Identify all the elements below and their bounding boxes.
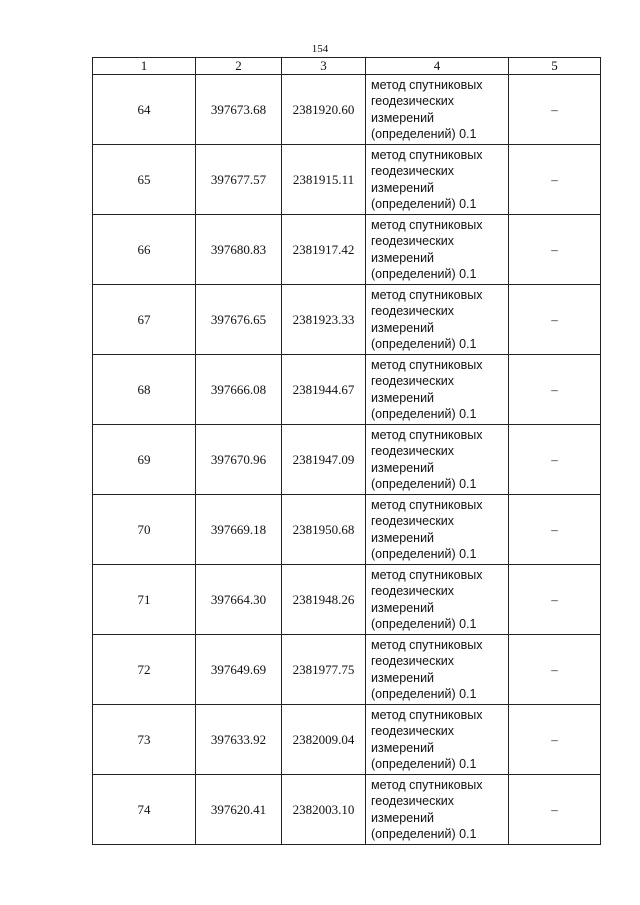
method-line: метод спутниковых bbox=[371, 77, 483, 92]
y-coordinate-cell: 2381915.11 bbox=[282, 145, 366, 215]
method-cell bbox=[366, 75, 509, 145]
method-line: метод спутниковых bbox=[371, 707, 483, 722]
method-line: геодезических bbox=[371, 724, 455, 738]
header-row bbox=[93, 58, 601, 75]
method-line: (определений) 0.1 bbox=[371, 757, 477, 771]
method-line: (определений) 0.1 bbox=[371, 337, 477, 351]
method-line: геодезических bbox=[371, 514, 455, 528]
coordinates-table bbox=[92, 57, 601, 845]
point-number-cell: 64 bbox=[93, 75, 196, 145]
point-number-cell: 65 bbox=[93, 145, 196, 215]
y-coordinate-cell: 2381950.68 bbox=[282, 495, 366, 565]
method-line: геодезических bbox=[371, 444, 455, 458]
point-number-cell: 70 bbox=[93, 495, 196, 565]
header-cell-5: 5 bbox=[509, 58, 601, 75]
header-cell-1: 1 bbox=[93, 58, 196, 75]
method-cell bbox=[366, 425, 509, 495]
table-row bbox=[93, 215, 601, 285]
note-cell: – bbox=[509, 565, 601, 635]
table-row bbox=[93, 75, 601, 145]
method-line: (определений) 0.1 bbox=[371, 547, 477, 561]
page-number: 154 bbox=[311, 43, 329, 55]
note-cell: – bbox=[509, 425, 601, 495]
method-line: измерений bbox=[371, 670, 435, 685]
method-line: метод спутниковых bbox=[371, 147, 483, 162]
table-row bbox=[93, 355, 601, 425]
point-number-cell: 73 bbox=[93, 705, 196, 775]
point-number-cell: 68 bbox=[93, 355, 196, 425]
method-cell bbox=[366, 145, 509, 215]
method-line: измерений bbox=[371, 530, 435, 545]
x-coordinate-cell: 397620.41 bbox=[196, 775, 282, 845]
method-line: геодезических bbox=[371, 654, 455, 668]
x-coordinate-cell: 397669.18 bbox=[196, 495, 282, 565]
table-row bbox=[93, 285, 601, 355]
note-cell: – bbox=[509, 215, 601, 285]
header-cell-3: 3 bbox=[282, 58, 366, 75]
method-line: геодезических bbox=[371, 374, 455, 388]
table-row bbox=[93, 425, 601, 495]
method-line: метод спутниковых bbox=[371, 497, 483, 512]
x-coordinate-cell: 397664.30 bbox=[196, 565, 282, 635]
method-line: метод спутниковых bbox=[371, 777, 483, 792]
method-line: метод спутниковых bbox=[371, 357, 483, 372]
table-row bbox=[93, 705, 601, 775]
method-cell bbox=[366, 775, 509, 845]
method-line: метод спутниковых bbox=[371, 567, 483, 582]
table-row bbox=[93, 635, 601, 705]
method-line: геодезических bbox=[371, 164, 455, 178]
method-cell bbox=[366, 355, 509, 425]
point-number-cell: 69 bbox=[93, 425, 196, 495]
table-row bbox=[93, 145, 601, 215]
y-coordinate-cell: 2381917.42 bbox=[282, 215, 366, 285]
method-line: метод спутниковых bbox=[371, 427, 483, 442]
method-cell bbox=[366, 495, 509, 565]
x-coordinate-cell: 397677.57 bbox=[196, 145, 282, 215]
table-row bbox=[93, 775, 601, 845]
x-coordinate-cell: 397673.68 bbox=[196, 75, 282, 145]
method-line: геодезических bbox=[371, 304, 455, 318]
method-line: измерений bbox=[371, 460, 435, 475]
method-cell bbox=[366, 215, 509, 285]
header-cell-4: 4 bbox=[366, 58, 509, 75]
method-line: геодезических bbox=[371, 584, 455, 598]
x-coordinate-cell: 397670.96 bbox=[196, 425, 282, 495]
point-number-cell: 66 bbox=[93, 215, 196, 285]
method-cell bbox=[366, 285, 509, 355]
y-coordinate-cell: 2382009.04 bbox=[282, 705, 366, 775]
y-coordinate-cell: 2381948.26 bbox=[282, 565, 366, 635]
point-number-cell: 74 bbox=[93, 775, 196, 845]
method-line: измерений bbox=[371, 810, 435, 825]
method-line: (определений) 0.1 bbox=[371, 827, 477, 841]
point-number-cell: 72 bbox=[93, 635, 196, 705]
y-coordinate-cell: 2381923.33 bbox=[282, 285, 366, 355]
method-line: измерений bbox=[371, 320, 435, 335]
method-line: (определений) 0.1 bbox=[371, 687, 477, 701]
table-row bbox=[93, 565, 601, 635]
y-coordinate-cell: 2381977.75 bbox=[282, 635, 366, 705]
x-coordinate-cell: 397676.65 bbox=[196, 285, 282, 355]
note-cell: – bbox=[509, 775, 601, 845]
method-line: метод спутниковых bbox=[371, 287, 483, 302]
method-line: измерений bbox=[371, 390, 435, 405]
method-line: измерений bbox=[371, 600, 435, 615]
header-cell-2: 2 bbox=[196, 58, 282, 75]
note-cell: – bbox=[509, 75, 601, 145]
method-line: измерений bbox=[371, 250, 435, 265]
method-line: метод спутниковых bbox=[371, 637, 483, 652]
table-row bbox=[93, 495, 601, 565]
method-line: геодезических bbox=[371, 234, 455, 248]
note-cell: – bbox=[509, 635, 601, 705]
x-coordinate-cell: 397680.83 bbox=[196, 215, 282, 285]
method-line: (определений) 0.1 bbox=[371, 407, 477, 421]
method-line: (определений) 0.1 bbox=[371, 127, 477, 141]
method-cell bbox=[366, 635, 509, 705]
table-body bbox=[93, 75, 601, 845]
method-line: (определений) 0.1 bbox=[371, 477, 477, 491]
x-coordinate-cell: 397633.92 bbox=[196, 705, 282, 775]
y-coordinate-cell: 2381947.09 bbox=[282, 425, 366, 495]
y-coordinate-cell: 2381944.67 bbox=[282, 355, 366, 425]
method-line: измерений bbox=[371, 110, 435, 125]
method-line: (определений) 0.1 bbox=[371, 267, 477, 281]
point-number-cell: 71 bbox=[93, 565, 196, 635]
y-coordinate-cell: 2382003.10 bbox=[282, 775, 366, 845]
method-line: метод спутниковых bbox=[371, 217, 483, 232]
note-cell: – bbox=[509, 355, 601, 425]
x-coordinate-cell: 397666.08 bbox=[196, 355, 282, 425]
method-line: измерений bbox=[371, 740, 435, 755]
note-cell: – bbox=[509, 285, 601, 355]
method-line: измерений bbox=[371, 180, 435, 195]
method-line: (определений) 0.1 bbox=[371, 197, 477, 211]
note-cell: – bbox=[509, 495, 601, 565]
method-line: (определений) 0.1 bbox=[371, 617, 477, 631]
note-cell: – bbox=[509, 145, 601, 215]
x-coordinate-cell: 397649.69 bbox=[196, 635, 282, 705]
method-line: геодезических bbox=[371, 794, 455, 808]
method-line: геодезических bbox=[371, 94, 455, 108]
note-cell: – bbox=[509, 705, 601, 775]
method-cell bbox=[366, 705, 509, 775]
method-cell bbox=[366, 565, 509, 635]
point-number-cell: 67 bbox=[93, 285, 196, 355]
y-coordinate-cell: 2381920.60 bbox=[282, 75, 366, 145]
